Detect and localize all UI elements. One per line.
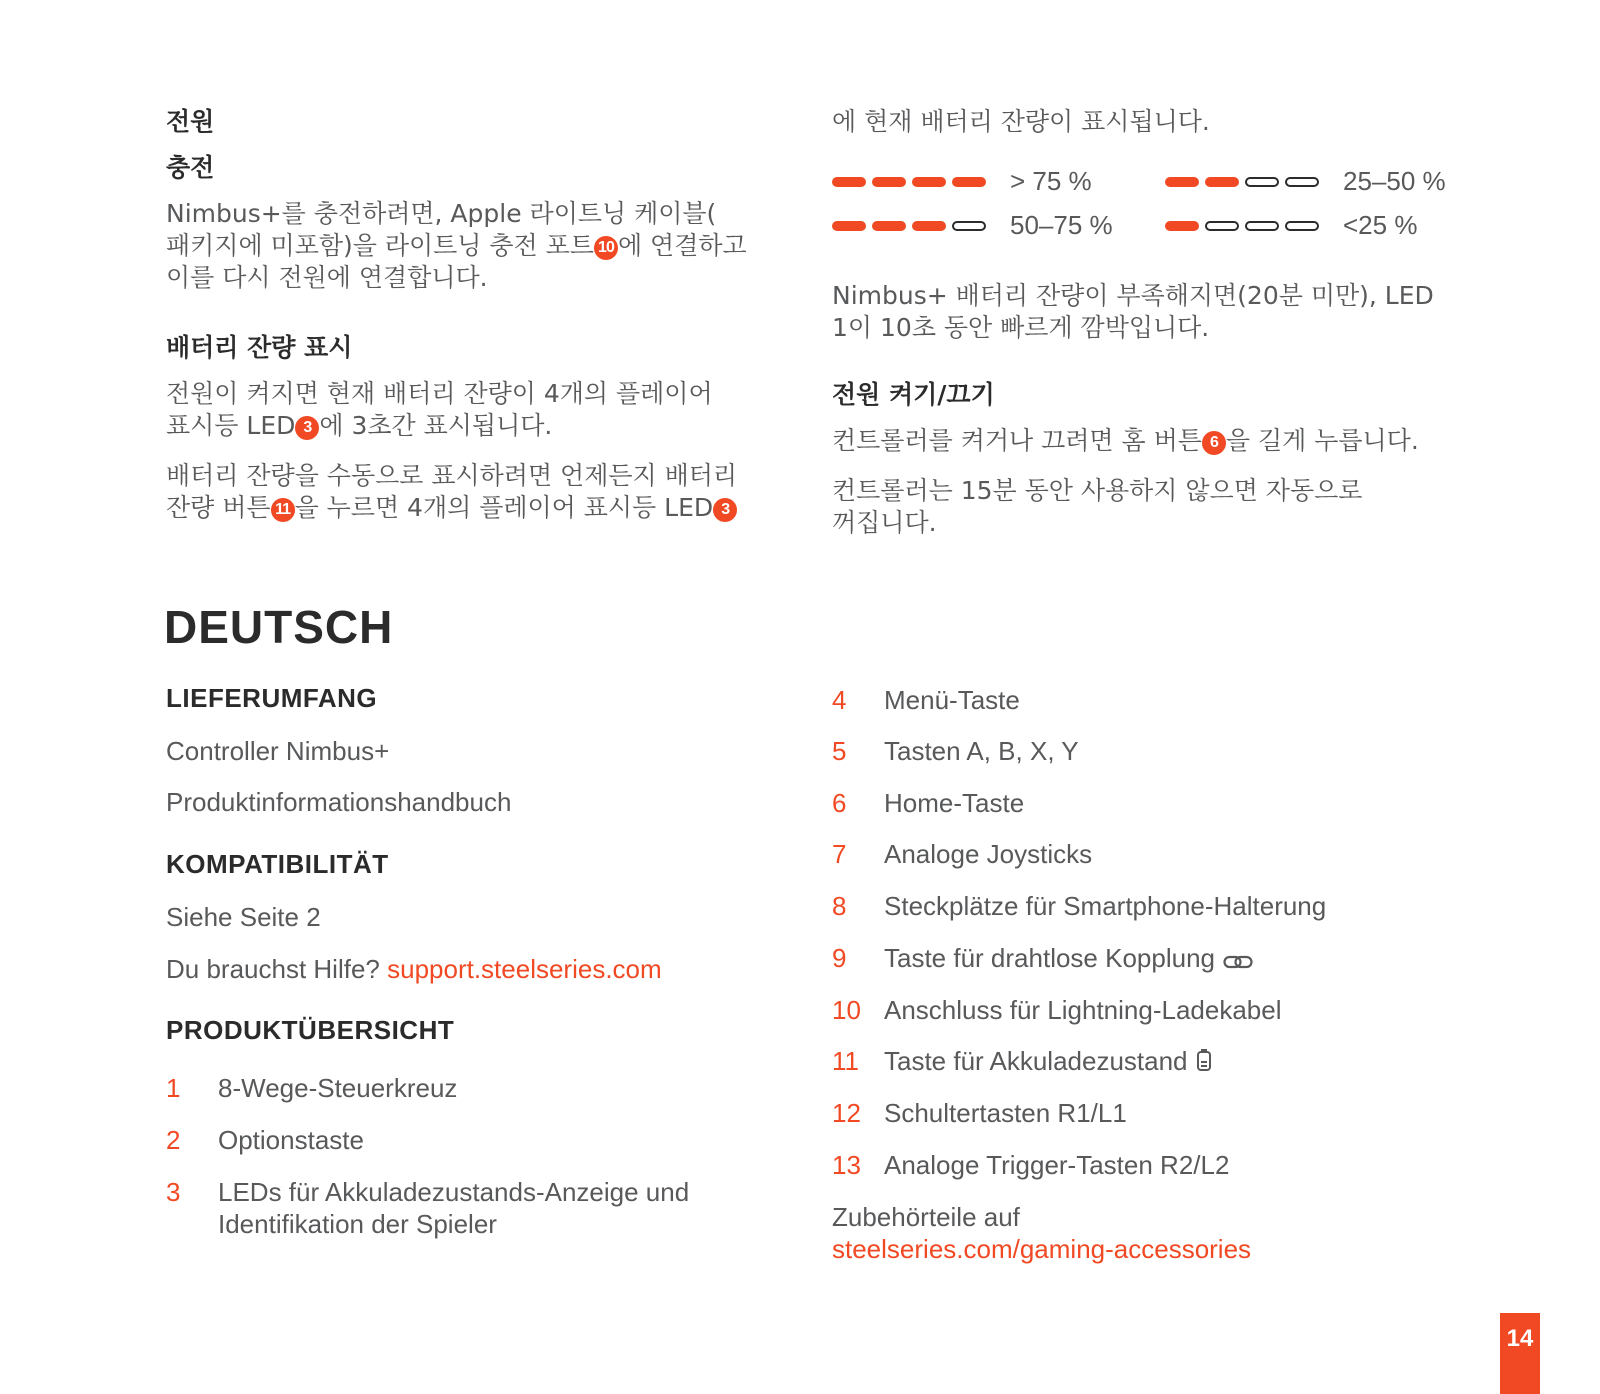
led-off-indicator [1285,221,1319,231]
led-on-indicator [952,177,986,187]
battery-level-4 [1165,210,1417,241]
overview-item-11: 11 Taste für Akkuladezustand [832,1045,1212,1079]
section-title-onoff: 전원 켜기/끄기 [832,380,995,409]
led-off-indicator [1245,221,1279,231]
overview-item-12: 12 Schultertasten R1/L1 [832,1098,1127,1128]
led-off-indicator [1245,177,1279,187]
callout-badge-11: 11 [271,498,295,522]
overview-item-2: 2 Optionstaste [166,1125,364,1155]
help-line: Du brauchst Hilfe? support.steelseries.com [166,954,662,984]
page-number: 14 [1500,1313,1540,1394]
battery-level-2 [1165,166,1446,197]
led-off-indicator [1205,221,1239,231]
callout-badge-3b: 3 [713,498,737,522]
led-on-indicator [912,177,946,187]
charging-line-3: 이를 다시 전원에 연결합니다. [166,263,488,292]
low-battery-paragraph: Nimbus+ 배터리 잔량이 부족해지면(20분 미만), LED 1이 10초 동안 빠르게 깜박입니다. [832,281,1434,342]
section-title-power: 전원 [166,107,215,136]
led-on-indicator [872,221,906,231]
charging-line-1: Nimbus+를 충전하려면, Apple 라이트닝 케이블( [166,199,717,228]
onoff-paragraph-2: 컨트롤러는 15분 동안 사용하지 않으면 자동으로 꺼집니다. [832,476,1363,537]
led-on-indicator [832,177,866,187]
heading-produktuebersicht: PRODUKTÜBERSICHT [166,1015,455,1045]
accessories-note: Zubehörteile auf steelseries.com/gaming-accessories [832,1202,1252,1264]
overview-item-3: 3 LEDs für Akkuladezustands-Anzeige und Identifikation der Spieler [166,1177,690,1239]
link-icon [1223,944,1253,976]
led-on-indicator [872,177,906,187]
led-off-indicator [952,221,986,231]
kompat-text: Siehe Seite 2 [166,902,321,932]
led-on-indicator [832,221,866,231]
led-off-indicator [1285,177,1319,187]
overview-item-8: 8 Steckplätze für Smartphone-Halterung [832,891,1327,921]
accessories-link[interactable]: steelseries.com/gaming-accessories [832,1234,1252,1264]
battery-icon [1196,1047,1212,1079]
callout-badge-6: 6 [1202,431,1226,455]
section-title-charging: 충전 [166,153,215,182]
overview-item-6: 6 Home-Taste [832,788,1025,818]
led-on-indicator [1165,221,1199,231]
overview-item-4: 4 Menü-Taste [832,685,1020,715]
lieferumfang-item-1: Controller Nimbus+ [166,736,390,766]
overview-item-13: 13 Analoge Trigger-Tasten R2/L2 [832,1150,1230,1180]
callout-badge-10: 10 [594,236,618,260]
battery-level-label: <25 % [1343,210,1418,240]
battery-level-3 [832,210,1113,241]
overview-item-9: 9 Taste für drahtlose Kopplung [832,942,1253,976]
overview-item-7: 7 Analoge Joysticks [832,839,1093,869]
battery-level-1 [832,166,1092,197]
battery-level-label: 25–50 % [1343,166,1446,196]
battery-paragraph-2: 배터리 잔량을 수동으로 표시하려면 언제든지 배터리 잔량 버튼 11 을 누르면 4개의 플레이어 표시등 LED 3 [166,461,738,522]
language-title: DEUTSCH [164,601,394,653]
overview-item-10: 10 Anschluss für Lightning-Ladekabel [832,995,1282,1025]
overview-item-5: 5 Tasten A, B, X, Y [832,736,1079,766]
support-link[interactable]: support.steelseries.com [387,954,662,984]
onoff-paragraph-1: 컨트롤러를 켜거나 끄려면 홈 버튼 6 을 길게 누릅니다. [832,426,1419,455]
battery-level-label: > 75 % [1010,166,1092,196]
charging-line-2: 패키지에 미포함)을 라이트닝 충전 포트 10 에 연결하고 [166,231,747,260]
battery-level-label: 50–75 % [1010,210,1113,240]
led-on-indicator [1165,177,1199,187]
led-on-indicator [912,221,946,231]
heading-lieferumfang: LIEFERUMFANG [166,683,378,713]
battery-paragraph-1: 전원이 켜지면 현재 배터리 잔량이 4개의 플레이어 표시등 LED 3 에 3초간 표시됩니다. [166,379,713,440]
lieferumfang-item-2: Produktinformationshandbuch [166,787,512,817]
charging-paragraph [166,198,786,294]
battery-continued: 에 현재 배터리 잔량이 표시됩니다. [832,107,1210,136]
callout-badge-3: 3 [295,416,319,440]
heading-kompatibilitaet: KOMPATIBILITÄT [166,849,389,879]
led-on-indicator [1205,177,1239,187]
overview-item-1: 1 8-Wege-Steuerkreuz [166,1073,458,1103]
section-title-battery: 배터리 잔량 표시 [166,333,353,362]
